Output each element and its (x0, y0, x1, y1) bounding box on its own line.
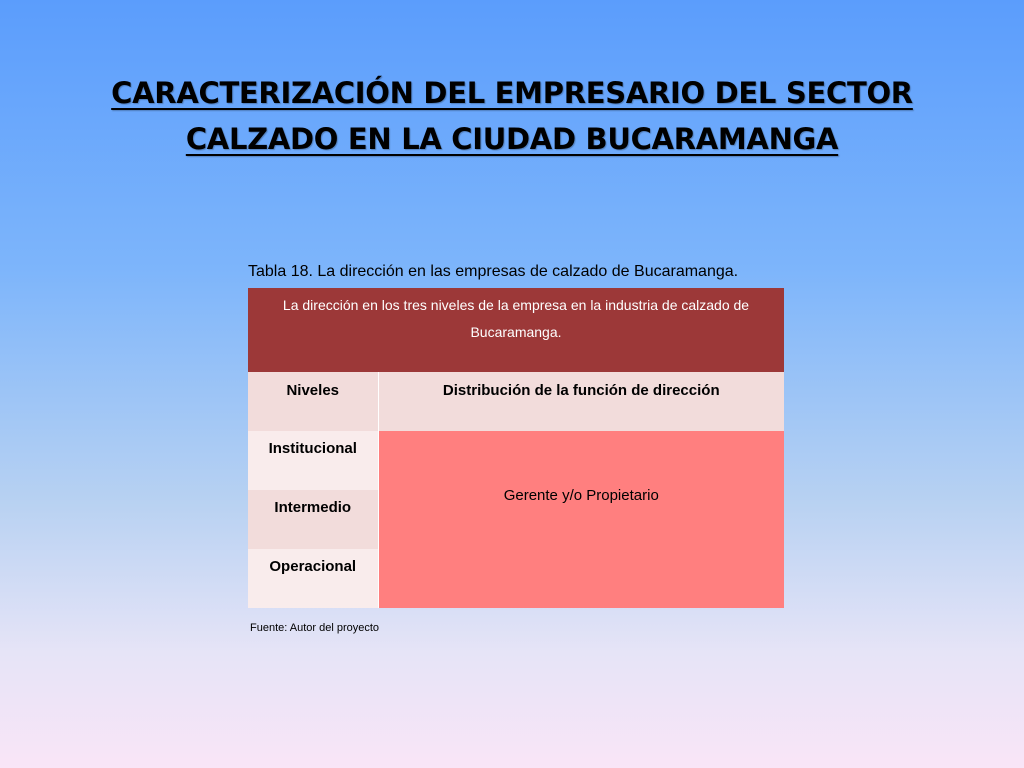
column-header-levels: Niveles (248, 372, 378, 431)
level-institucional: Institucional (248, 431, 378, 490)
direction-table (248, 288, 784, 608)
table-header-row (248, 288, 784, 372)
table-header: La dirección en los tres niveles de la empresa en la industria de calzado de Bucaramanga. (248, 288, 784, 372)
column-header-distribution: Distribución de la función de dirección (378, 372, 784, 431)
table-caption: Tabla 18. La dirección en las empresas de calzado de Bucaramanga. (248, 263, 739, 280)
merged-cell-gerente: Gerente y/o Propietario (378, 431, 784, 608)
level-intermedio: Intermedio (248, 490, 378, 549)
slide-title-line-1: CARACTERIZACIÓN DEL EMPRESARIO DEL SECTOR (111, 76, 913, 110)
slide-title-line-2: CALZADO EN LA CIUDAD BUCARAMANGA (185, 122, 839, 156)
table-row (248, 431, 784, 490)
column-header-row (248, 372, 784, 431)
level-operacional: Operacional (248, 549, 378, 608)
slide-title (40, 70, 984, 162)
source-note: Fuente: Autor del proyecto (250, 622, 380, 634)
